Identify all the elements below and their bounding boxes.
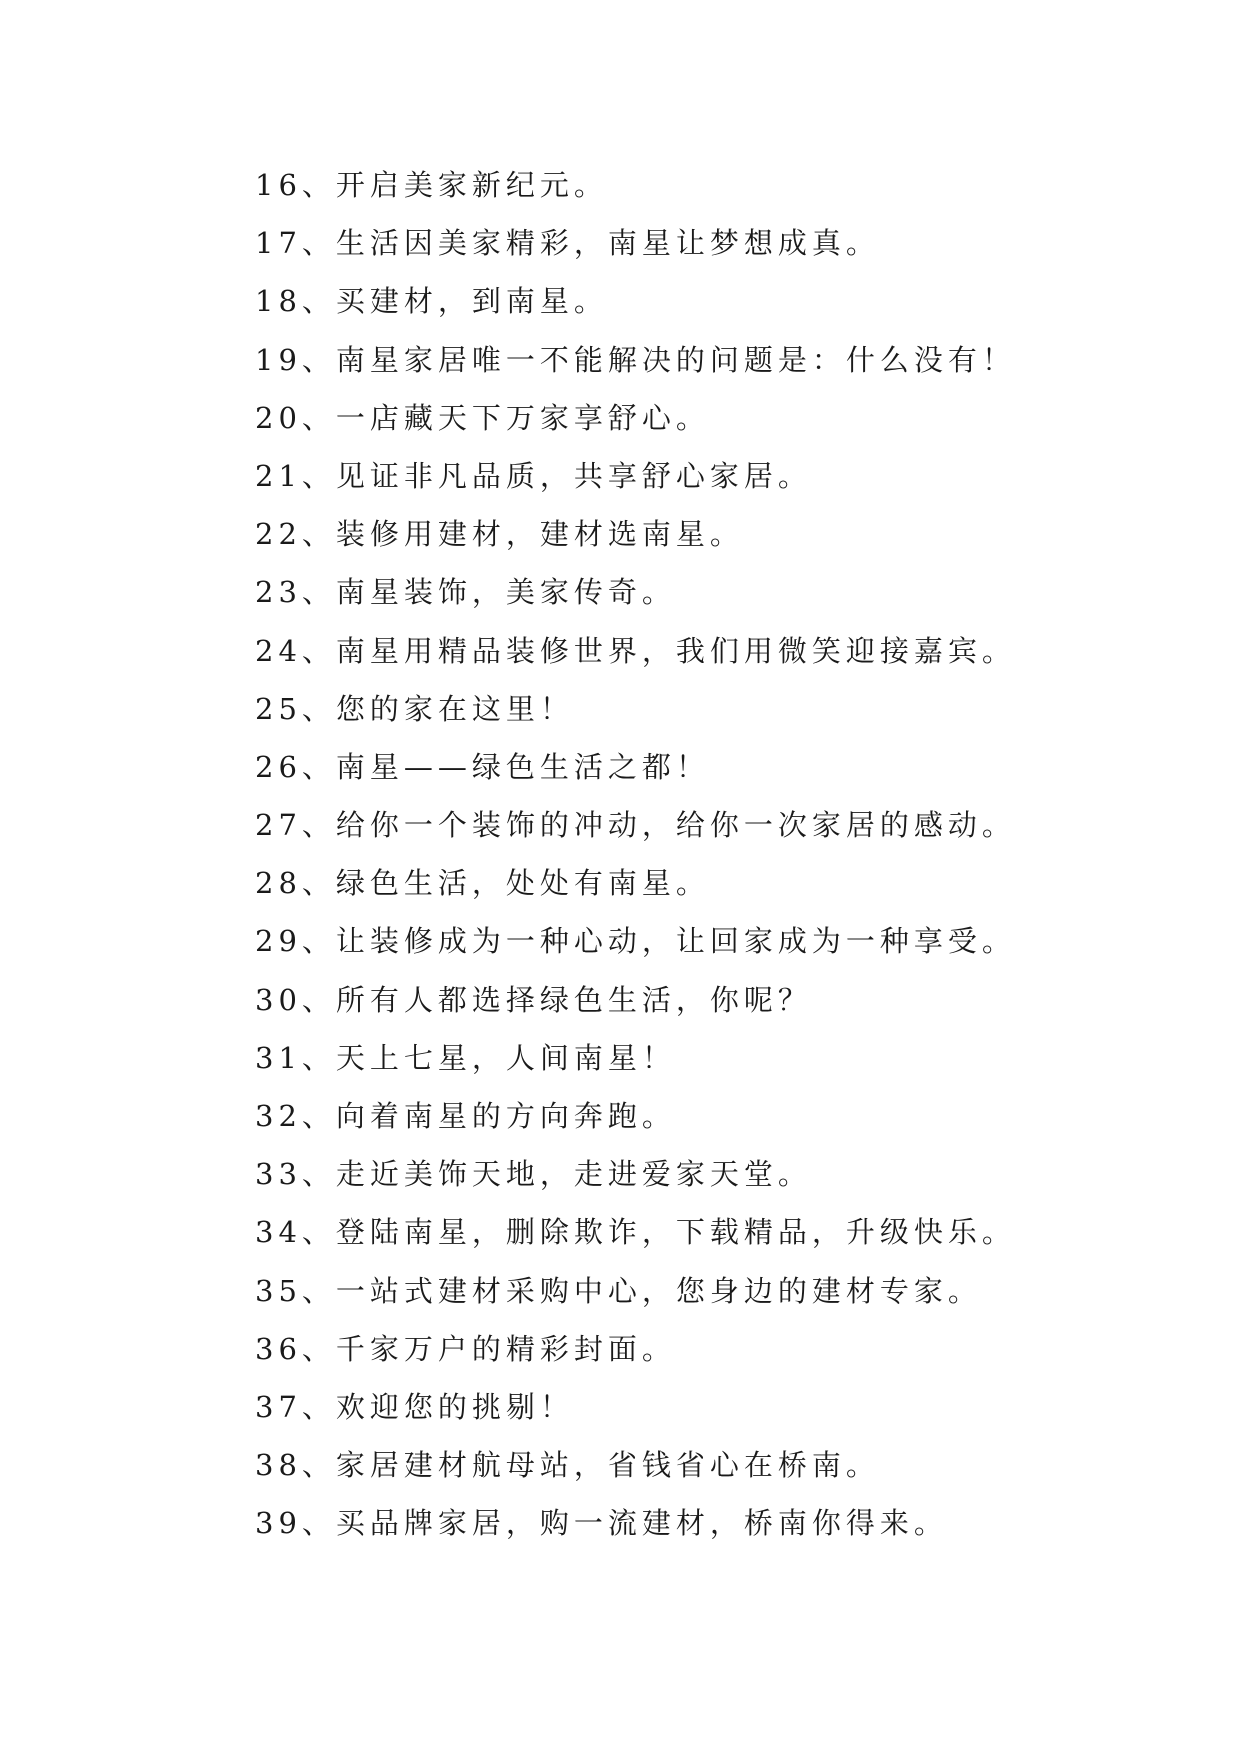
list-item: 35、一站式建材采购中心，您身边的建材专家。	[255, 1273, 982, 1308]
list-item: 21、见证非凡品质，共享舒心家居。	[255, 458, 812, 493]
list-item: 26、南星——绿色生活之都！	[255, 749, 710, 784]
list-item: 33、走近美饰天地，走进爱家天堂。	[255, 1157, 812, 1192]
list-item: 22、装修用建材，建材选南星。	[255, 517, 744, 552]
list-item: 20、一店藏天下万家享舒心。	[255, 400, 710, 435]
list-item: 27、给你一个装饰的冲动，给你一次家居的感动。	[255, 808, 1016, 843]
list-item: 25、您的家在这里！	[255, 691, 574, 726]
list-item: 24、南星用精品装修世界，我们用微笑迎接嘉宾。	[255, 633, 1016, 668]
list-item: 32、向着南星的方向奔跑。	[255, 1099, 676, 1133]
list-item: 31、天上七星，人间南星！	[255, 1040, 676, 1075]
slogan-list	[255, 156, 1155, 1553]
list-item: 18、买建材，到南星。	[255, 284, 608, 319]
list-item: 17、生活因美家精彩，南星让梦想成真。	[255, 226, 880, 261]
list-item: 16、开启美家新纪元。	[255, 168, 608, 202]
list-item: 19、南星家居唯一不能解决的问题是：什么没有！	[255, 342, 1016, 377]
list-item: 37、欢迎您的挑剔！	[255, 1389, 574, 1424]
list-item: 29、让装修成为一种心动，让回家成为一种享受。	[255, 924, 1016, 959]
list-item: 28、绿色生活，处处有南星。	[255, 866, 710, 901]
list-item: 38、家居建材航母站，省钱省心在桥南。	[255, 1448, 880, 1483]
list-item: 30、所有人都选择绿色生活，你呢？	[255, 982, 812, 1017]
list-item: 36、千家万户的精彩封面。	[255, 1331, 676, 1366]
list-item: 34、登陆南星，删除欺诈，下载精品，升级快乐。	[255, 1215, 1016, 1250]
list-item: 23、南星装饰，美家传奇。	[255, 575, 676, 610]
list-item: 39、买品牌家居，购一流建材，桥南你得来。	[255, 1506, 948, 1541]
